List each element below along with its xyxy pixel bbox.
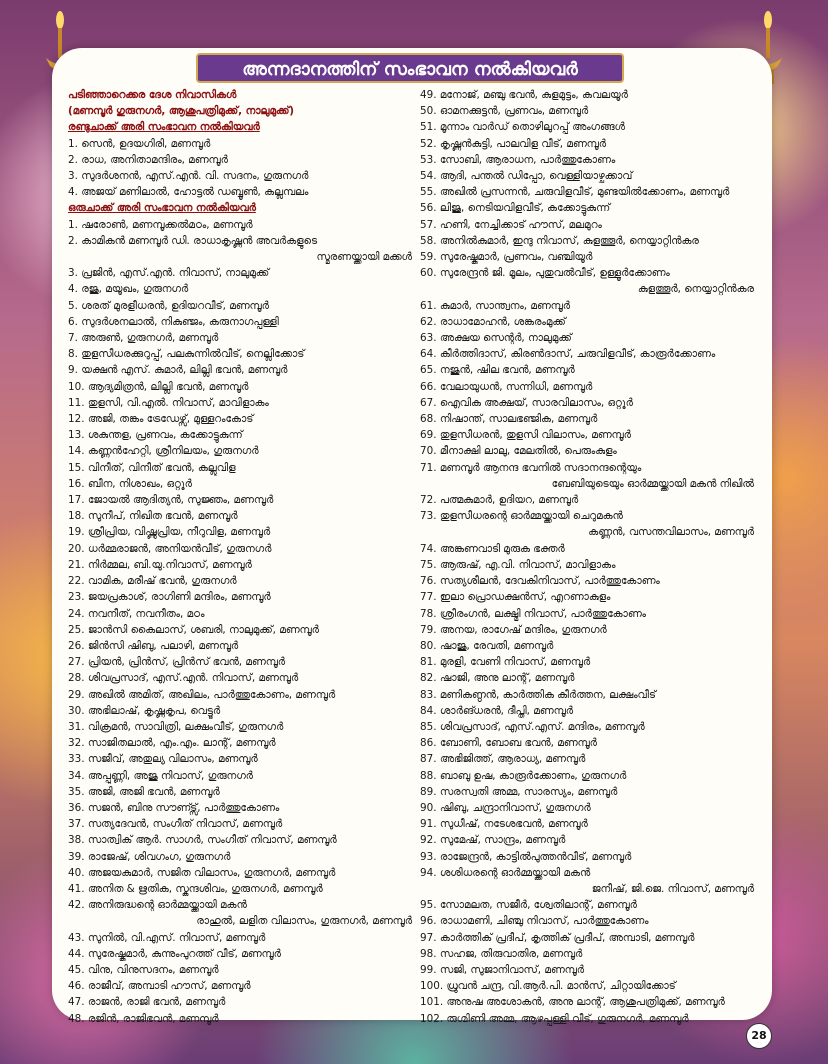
list-item: 94. ശശിധരന്റെ ഓർമ്മയ്ക്കായി മകൻ bbox=[420, 866, 591, 879]
list-item: 84. ശാർങ്ധരൻ, ദീപ്തി, മണമ്പൂർ bbox=[420, 704, 573, 717]
list-item: 17. ജോയൽ ആദിത്യൻ, സുജ്ഞം, മണമ്പൂർ bbox=[68, 494, 274, 507]
list-item: 40. അജയകുമാർ, സജിത വിലാസം, ഗുരുനഗർ, മണമ്പൂർ bbox=[68, 866, 336, 879]
list-item: 76. സത്യശീലൻ, ദേവകിനിവാസ്, പാർത്തുകോണം bbox=[420, 575, 660, 588]
section-heading: ഒരുചാക്ക് അരി സംഭാവന നൽകിയവർ bbox=[68, 202, 256, 215]
list-item: 18. സുനീപ്, നിഖിത ഭവൻ, മണമ്പൂർ bbox=[68, 510, 238, 523]
list-item: 9. യക്ഷൻ എസ്. കുമാർ, ലില്ലി ഭവൻ, മണമ്പൂർ bbox=[68, 364, 288, 377]
list-item: 5. ശരത് മുരളീധരൻ, ഉദിയറവീട്, മണമ്പൂർ bbox=[68, 299, 269, 312]
list-item: 49. മനോജ്, മഞ്ചു ഭവൻ, കുളമുട്ടം, കവലയൂർ bbox=[420, 89, 628, 101]
list-item: 6. സുദർശനലാൽ, നികുഞ്ജം, കരുനാഗപ്പള്ളി bbox=[68, 315, 279, 328]
list-item: ബേബിയുടെയും ഓർമ്മയ്ക്കായി മകൻ നിഖിൽ bbox=[551, 477, 754, 490]
list-item: 60. സുരേന്ദ്രൻ ജി. മൂലം, പുതുവൽവീട്, ഉള്ളൂർക്കോണം bbox=[420, 267, 670, 280]
list-item: 46. രാജീവ്, അമ്പാടി ഹൗസ്, മണമ്പൂർ bbox=[68, 980, 251, 993]
list-item: 28. ശിവപ്രസാദ്, എസ്.എൻ. നിവാസ്, മണമ്പൂർ bbox=[68, 672, 299, 685]
list-item: 26. ജിൻസി ഷിബു, പലാഴി, മണമ്പൂർ bbox=[68, 639, 239, 652]
list-item: 71. മണമ്പൂർ ആനന്ദ ഭവനിൽ സദാനന്ദന്റെയും bbox=[420, 461, 642, 474]
list-item: 20. ധർമ്മരാജൻ, അനിയൻവീട്, ഗുരുനഗർ bbox=[68, 542, 272, 555]
list-item: 73. തുളസീധരന്റെ ഓർമ്മയ്ക്കായി ചെറുമകൻ bbox=[420, 510, 623, 523]
list-item: 83. മണികണ്ഠൻ, കാർത്തിക കീർത്തന, ലക്ഷംവീട് bbox=[420, 688, 656, 701]
list-item: 66. വേലായുധൻ, സന്നിധി, മണമ്പൂർ bbox=[420, 380, 593, 393]
list-item: 102. രുഗ്മിണി അമ്മ, ആഴപ്പള്ളി വീട്, ഗുരുനഗർ, മണമ്പൂർ bbox=[420, 1012, 689, 1025]
list-item: 34. അപ്പുണ്ണി, അജു നിവാസ്, ഗുരുനഗർ bbox=[68, 769, 253, 782]
page-number: 28 bbox=[746, 1023, 772, 1049]
list-item: 50. ഓമനക്കുട്ടൻ, പ്രണവം, മണമ്പൂർ bbox=[420, 105, 589, 118]
list-item: 35. അജി, അജി ഭവൻ, മണമ്പൂർ bbox=[68, 785, 220, 798]
list-item: 77. ഇലാ പ്രൊഡക്ഷൻസ്, എറണാകുളം bbox=[420, 591, 611, 604]
list-item: 38. സാത്വിക് ആർ. സാഗർ, സംഗീത് നിവാസ്, മണമ്പൂർ bbox=[68, 834, 337, 847]
page-title: അന്നദാനത്തിന് സംഭാവന നൽകിയവർ bbox=[196, 53, 624, 83]
list-item: 96. രാധാമണി, ചിഞ്ചു നിവാസ്, പാർത്തുകോണം bbox=[420, 915, 649, 928]
list-item: 55. അഖിൽ പ്രസന്നൻ, ചരുവിളവീട്, മുണ്ടയിൽക്കോണം, മണമ്പൂർ bbox=[420, 186, 730, 199]
list-item: 15. വിനീത്, വിനീത് ഭവൻ, കല്ലുവിള bbox=[68, 461, 236, 474]
list-item: 80. ഷാജു, രേവതി, മണമ്പൂർ bbox=[420, 639, 554, 652]
list-item: 3. പ്രജിൻ, എസ്.എൻ. നിവാസ്, നാലുമുക്ക് bbox=[68, 267, 270, 280]
list-item: 92. സുമേഷ്, സാന്ദ്രം, മണമ്പൂർ bbox=[420, 834, 566, 847]
donor-list-right bbox=[420, 87, 760, 1027]
list-item: 31. വിക്രമൻ, സാവിത്രി, ലക്ഷംവീട്, ഗുരുനഗർ bbox=[68, 720, 284, 733]
list-item: 90. ഷിബു, ചന്ദ്രാനിവാസ്, ഗുരുനഗർ bbox=[420, 801, 591, 814]
list-item: 22. വാമിക, മരീഷ് ഭവൻ, ഗുരുനഗർ bbox=[68, 575, 237, 588]
list-item: 97. കാർത്തിക് പ്രദീപ്, കൃത്തിക് പ്രദീപ്, അമ്പാടി, മണമ്പൂർ bbox=[420, 931, 695, 944]
list-item: രാഹുൽ, ലളിത വിലാസം, ഗുരുനഗർ, മണമ്പൂർ bbox=[196, 915, 412, 928]
list-item: 72. പത്മകുമാർ, ഉദിയറ, മണമ്പൂർ bbox=[420, 494, 579, 507]
list-item: 29. അഖിൽ അമിത്, അഖിലം, പാർത്തുകോണം, മണമ്പൂർ bbox=[68, 688, 336, 701]
list-item: 32. സാജിതലാൽ, എം.എം. ലാന്റ്, മണമ്പൂർ bbox=[68, 737, 276, 750]
list-item: 61. കുമാർ, സാന്ത്വനം, മണമ്പൂർ bbox=[420, 299, 571, 312]
list-item: 1. ഷരോൺ, മണമ്പൂക്കൽമഠം, മണമ്പൂർ bbox=[68, 218, 253, 231]
list-item: 21. നിർമ്മല, ബി.യു.നിവാസ്, മണമ്പൂർ bbox=[68, 558, 252, 571]
list-item: 64. കീർത്തിദാസ്, കിരൺദാസ്, ചരുവിളവീട്, കാരൂർക്കോണം bbox=[420, 348, 716, 361]
list-item: 2. രാധ, അനിതാമന്ദിരം, മണമ്പൂർ bbox=[68, 153, 228, 166]
list-item: 57. ഹണി, നേച്ചിക്കാട് ഹൗസ്, മലമുറം bbox=[420, 218, 602, 231]
list-item: 13. ശകുന്തള, പ്രണവം, കക്കോട്ടുകുന്ന് bbox=[68, 429, 243, 442]
list-item: 100. ധ്രുവൻ ചന്ദ്ര, വി.ആർ.പി. മാൻസ്, ചിറ്റായിക്കോട് bbox=[420, 980, 676, 993]
list-item: 99. സജി, സുജാനിവാസ്, മണമ്പൂർ bbox=[420, 963, 585, 976]
list-item: 45. വിനു, വിനുസദനം, മണമ്പൂർ bbox=[68, 963, 219, 976]
list-item: 70. മീനാക്ഷി ലാലു, മേലതിൽ, പെരുംകുളം bbox=[420, 445, 617, 458]
list-item: 25. ജാൻസി കൈലാസ്, ശബരി, നാലുമുക്ക്, മണമ്പൂർ bbox=[68, 623, 319, 636]
list-item: 81. മുരളി, വേണി നിവാസ്, മണമ്പൂർ bbox=[420, 656, 591, 669]
list-item: 12. അജി, തങ്കം ട്രേഡേഴ്സ്, മുള്ളറംകോട് bbox=[68, 413, 254, 426]
list-item: 14. കണ്ണൻഹേറ്റി, ശ്രീനിലയം, ഗുരുനഗർ bbox=[68, 445, 259, 458]
list-item: 27. പ്രിയൻ, പ്രിൻസ്, പ്രിൻസ് ഭവൻ, മണമ്പൂർ bbox=[68, 656, 286, 669]
list-item: 11. തുളസി, വി.എൽ. നിവാസ്, മാവിളാകം bbox=[68, 396, 269, 409]
list-item: 87. അഭിജിത്ത്, ആരാധ്യ, മണമ്പൂർ bbox=[420, 753, 586, 766]
list-item: 19. ശ്രീപ്രിയ, വിഷ്ണുപ്രിയ, നീറുവിള, മണമ്പൂർ bbox=[68, 526, 271, 539]
list-item: കണ്ണൻ, വസന്തവിലാസം, മണമ്പൂർ bbox=[588, 526, 754, 539]
list-item: 101. അനുഷ അശോകൻ, അനു ലാന്റ്, ആശുപത്രിമുക്ക്, മണമ്പൂർ bbox=[420, 996, 725, 1009]
list-item: 56. ലിജു, നെടിയവിളവീട്, കക്കോട്ടുകുന്ന് bbox=[420, 202, 611, 215]
section-heading: രണ്ടുചാക്ക് അരി സംഭാവന നൽകിയവർ bbox=[68, 121, 260, 134]
list-item: സ്മരണയ്ക്കായി മക്കൾ bbox=[316, 251, 412, 264]
list-item: 85. ശിവപ്രസാദ്, എസ്.എസ്. മന്ദിരം, മണമ്പൂർ bbox=[420, 720, 645, 733]
list-item: 78. ശ്രീരംഗൻ, ലക്ഷ്മി നിവാസ്, പാർത്തുകോണം bbox=[420, 607, 646, 620]
list-item: 3. സുദർശനൻ, എസ്.എൻ. വി. സദനം, ഗുരുനഗർ bbox=[68, 170, 309, 183]
list-item: 7. അരുൺ, ഗുരുനഗർ, മണമ്പൂർ bbox=[68, 332, 219, 345]
list-item: 74. അങ്കണവാടി മുരുക ഭക്തർ bbox=[420, 542, 565, 555]
list-item: 47. രാജൻ, രാജി ഭവൻ, മണമ്പൂർ bbox=[68, 996, 226, 1009]
list-item: 91. സുധീഷ്, നടേശഭവൻ, മണമ്പൂർ bbox=[420, 818, 588, 831]
list-item: 63. അക്ഷയ സെന്റർ, നാലുമുക്ക് bbox=[420, 332, 572, 345]
list-item: 44. സുരേഷ്കുമാർ, കുന്നുംപുറത്ത് വീട്, മണമ്പൂർ bbox=[68, 947, 281, 960]
list-item: 16. ബീന, നിശാഖം, ഒറ്റൂർ bbox=[68, 477, 192, 490]
list-item: 58. അനിൽകുമാർ, ഇന്ദു നിവാസ്, കുളത്തൂർ, നെയ്യാറ്റിൻകര bbox=[420, 234, 699, 247]
list-item: 59. സുരേഷ്കുമാർ, പ്രണവം, വഞ്ചിയൂർ bbox=[420, 251, 593, 264]
list-item: 52. കൃഷ്ണൻകുട്ടി, പാലവിള വീട്, മണമ്പൂർ bbox=[420, 137, 607, 150]
list-item: 75. ആരുഷ്, എ.വി. നിവാസ്, മാവിളാകം bbox=[420, 558, 616, 571]
list-item: 33. സജീവ്, അതുല്യ വിലാസം, മണമ്പൂർ bbox=[68, 753, 258, 766]
list-item: 36. സജൻ, ബിനു സൗണ്ട്സ്, പാർത്തുകോണം bbox=[68, 801, 280, 814]
list-item: ജനീഷ്, ജി.ജെ. നിവാസ്, മണമ്പൂർ bbox=[591, 882, 754, 895]
list-item: 79. അനയ, രാഗേഷ് മന്ദിരം, ഗുരുനഗർ bbox=[420, 623, 607, 636]
list-item: 23. ജയപ്രകാശ്, രാഗിണി മന്ദിരം, മണമ്പൂർ bbox=[68, 591, 271, 604]
list-item: 43. സുനിൽ, വി.എസ്. നിവാസ്, മണമ്പൂർ bbox=[68, 931, 266, 944]
list-item: 67. ഐവിക അക്ഷയ്, സാരവിലാസം, ഒറ്റൂർ bbox=[420, 396, 633, 409]
list-item: 54. ആദി, പന്തൽ ഡിപ്പോ, വെള്ളിയാഴ്ചക്കാവ് bbox=[420, 170, 633, 183]
list-item: 42. അനിരുദ്ധന്റെ ഓർമ്മയ്ക്കായി മകൻ bbox=[68, 899, 247, 912]
list-item: 37. സത്യദേവൻ, സംഗീത് നിവാസ്, മണമ്പൂർ bbox=[68, 818, 283, 831]
list-item: 39. രാജേഷ്, ശിവഗംഗ, ഗുരുനഗർ bbox=[68, 850, 231, 863]
list-item: 2. കാമികൻ മണമ്പൂർ ഡി. രാധാകൃഷ്ണൻ അവർകളുടെ bbox=[68, 234, 318, 247]
section-heading: പടിഞ്ഞാറെക്കര ദേശ നിവാസികൾ bbox=[68, 89, 237, 101]
list-item: 8. തുളസീധരക്കുറുപ്പ്, പലകുന്നിൽവീട്, നെല്ലിക്കോട് bbox=[68, 348, 305, 361]
list-item: 4. രജു, മയൂഖം, ഗുരുനഗർ bbox=[68, 283, 189, 296]
list-item: 53. സോബി, ആരാധന, പാർത്തുകോണം bbox=[420, 153, 616, 166]
list-item: 68. നിഷാന്ത്, സാലഭഞ്ജിക, മണമ്പൂർ bbox=[420, 413, 598, 426]
list-item: 10. ആദ്യമിത്രൻ, ലില്ലി ഭവൻ, മണമ്പൂർ bbox=[68, 380, 249, 393]
list-item: 62. രാധാമോഹൻ, ശങ്കരംമുക്ക് bbox=[420, 315, 566, 328]
list-item: 41. അനിത & ഋതിക, സ്കന്ദശിവം, ഗുരുനഗർ, മണമ്പൂർ bbox=[68, 882, 323, 895]
list-item: 30. അഭിലാഷ്, കൃഷ്ണകൃപ, വെട്ടൂർ bbox=[68, 704, 221, 717]
list-item: 95. സോമലത, സജീർ, ശ്വേതിലാന്റ്, മണമ്പൂർ bbox=[420, 899, 637, 912]
list-item: 4. അജയ് മണിലാൽ, ഹോട്ടൽ ഡബ്ബൂൺ, കല്ലമ്പലം bbox=[68, 186, 309, 199]
list-item: 51. മൂന്നാം വാർഡ് തൊഴിലുറപ്പ് അംഗങ്ങൾ bbox=[420, 121, 625, 134]
section-heading: (മണമ്പൂർ ഗുരുനഗർ, ആശുപത്രിമുക്ക്, നാലുമുക്ക്) bbox=[68, 105, 295, 118]
list-item: കുളത്തൂർ, നെയ്യാറ്റിൻകര bbox=[637, 283, 754, 296]
list-item: 98. സഹജ, തിരുവാതിര, മണമ്പൂർ bbox=[420, 947, 583, 960]
list-item: 88. ബാബു ഉഷ, കാരൂർക്കോണം, ഗുരുനഗർ bbox=[420, 769, 627, 782]
list-item: 48. രജിൻ, രാജിഭവൻ, മണമ്പൂർ bbox=[68, 1012, 219, 1025]
list-item: 82. ഷാജി, അനു ലാന്റ്, മണമ്പൂർ bbox=[420, 672, 575, 685]
list-item: 93. രാജേന്ദ്രൻ, കാട്ടിൽപുത്തൻവീട്, മണമ്പൂർ bbox=[420, 850, 632, 863]
list-item: 86. ബോണി, ബോബ ഭവൻ, മണമ്പൂർ bbox=[420, 737, 597, 750]
donor-list-left bbox=[68, 87, 418, 1027]
list-item: 24. നവനീത്, നവനീതം, മഠം bbox=[68, 607, 205, 620]
list-item: 89. സരസ്വതി അമ്മ, സാരസ്യം, മണമ്പൂർ bbox=[420, 785, 618, 798]
list-item: 69. തുളസീധരൻ, തുളസി വിലാസം, മണമ്പൂർ bbox=[420, 429, 631, 442]
list-item: 65. നജുൻ, ഷില ഭവൻ, മണമ്പൂർ bbox=[420, 364, 575, 377]
list-item: 1. സെൻ, ഉദയഗിരി, മണമ്പൂർ bbox=[68, 137, 211, 150]
